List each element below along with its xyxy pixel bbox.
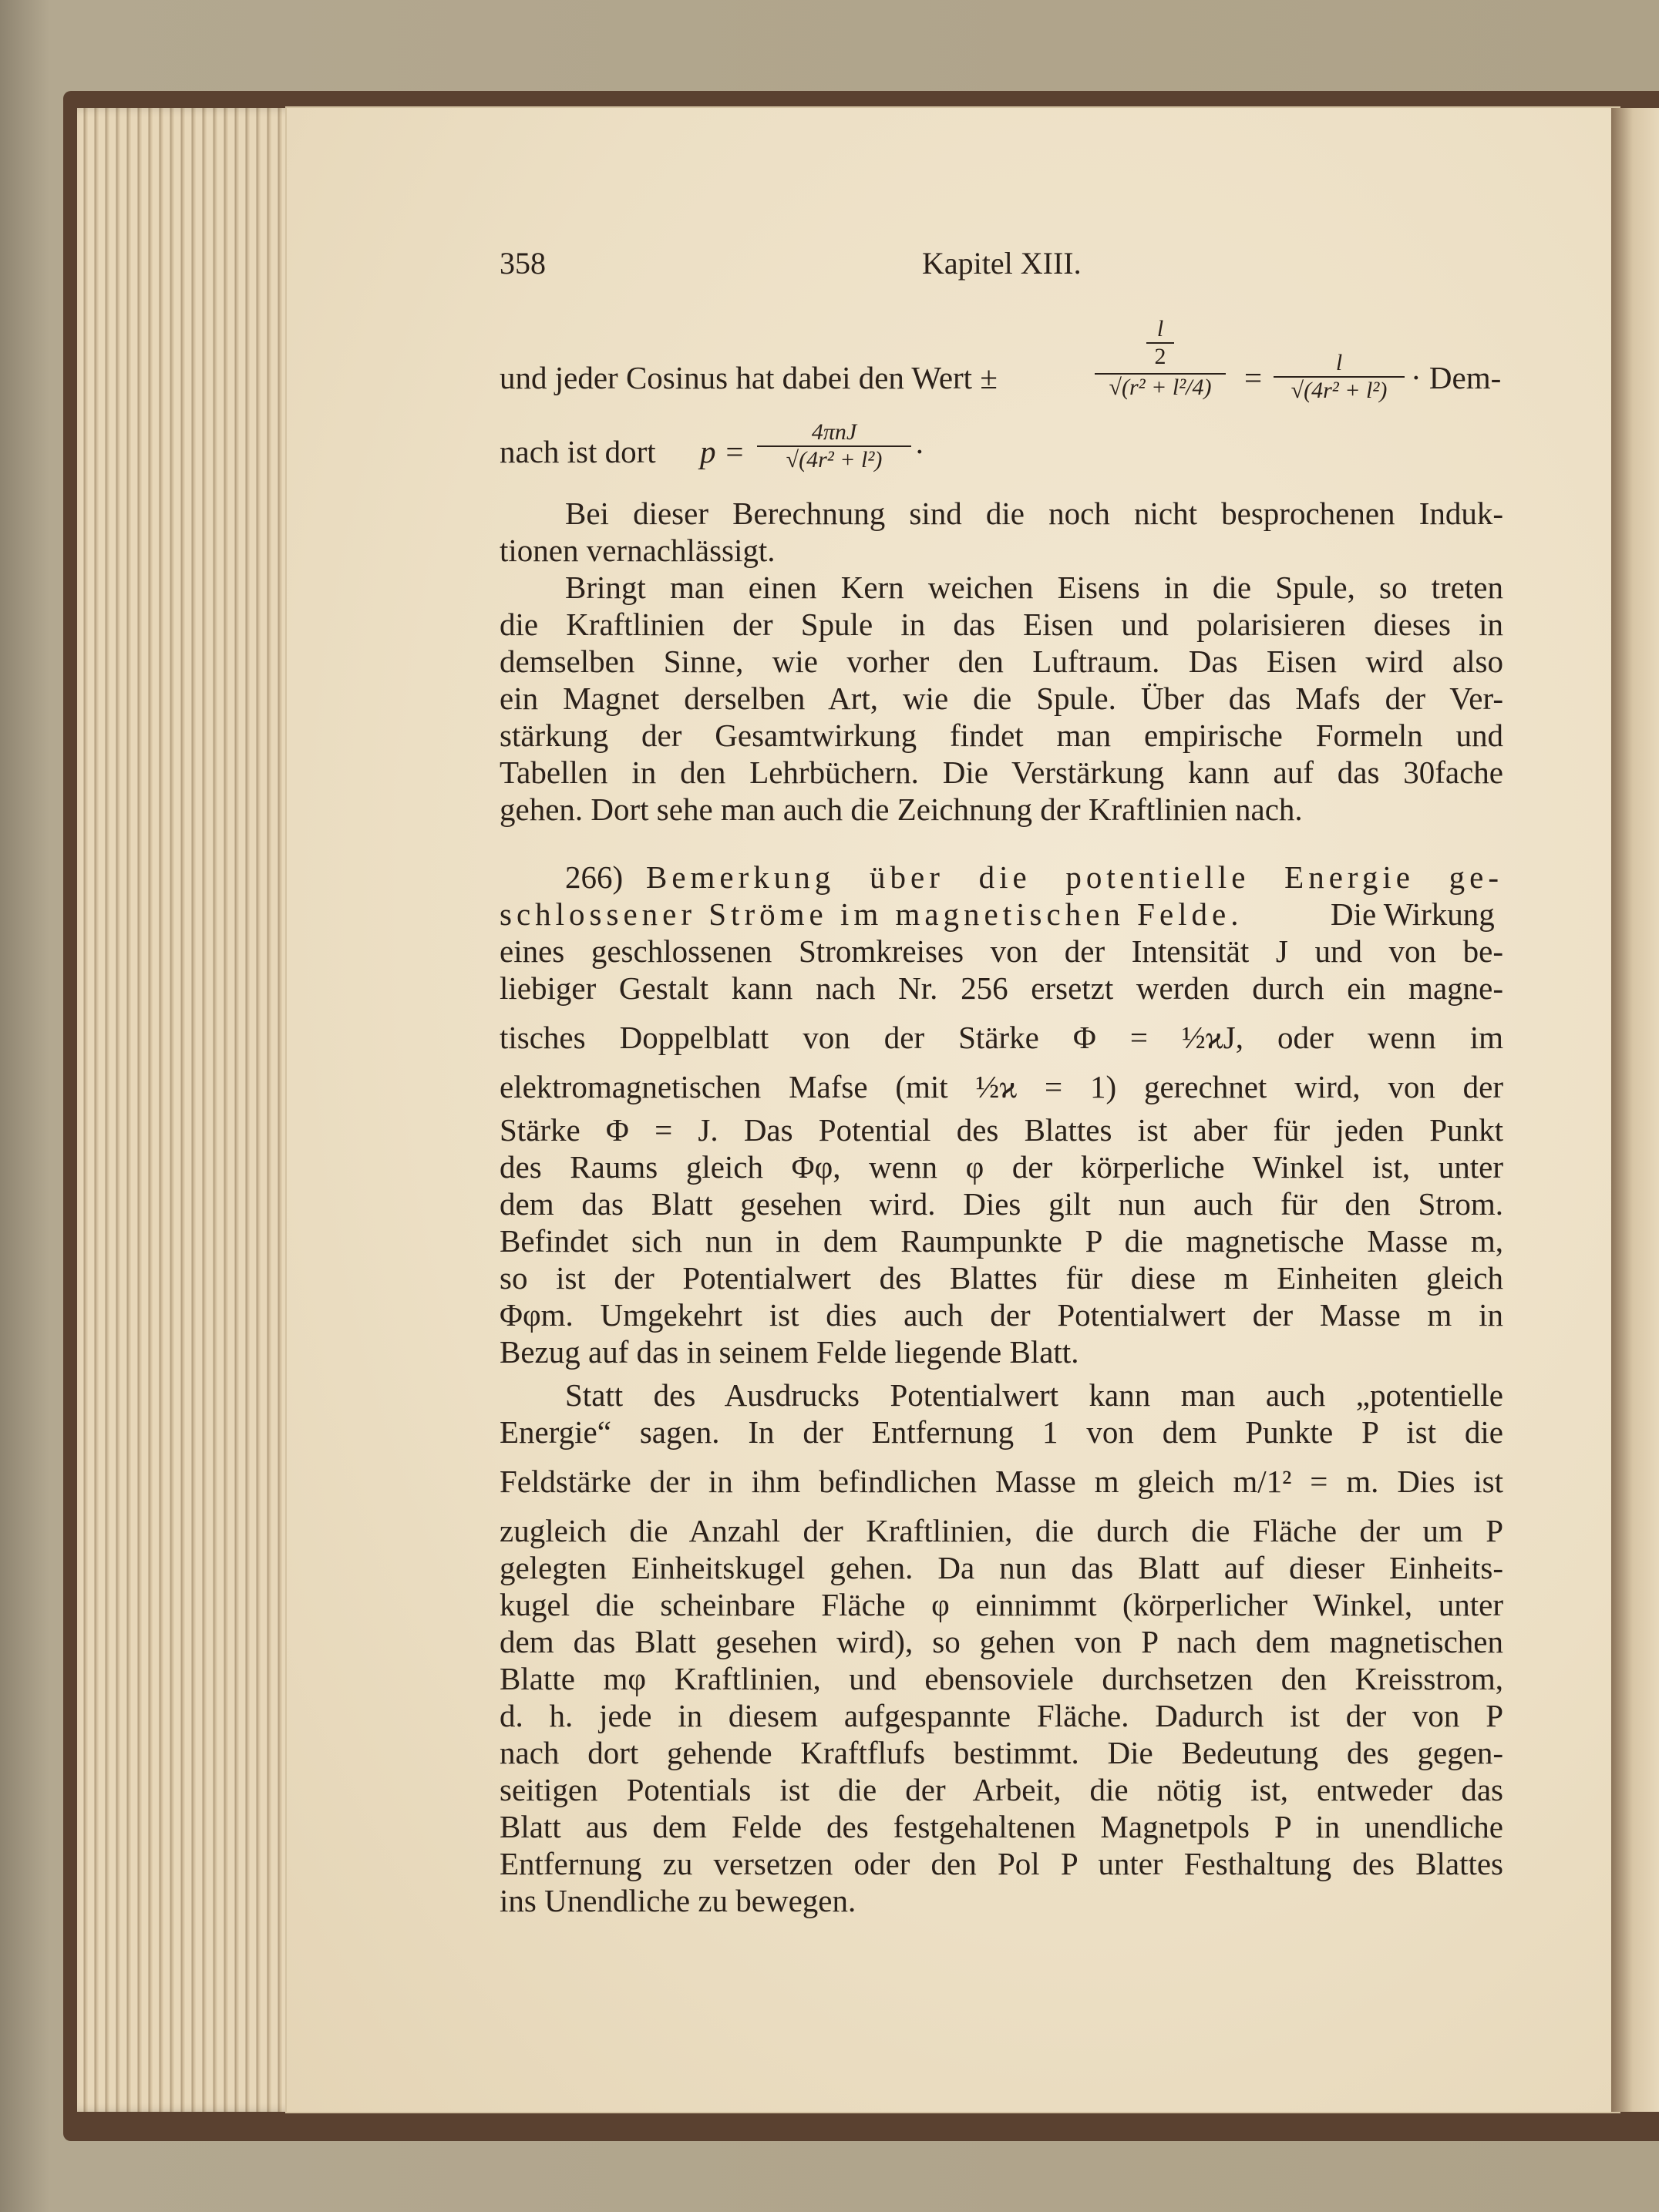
text-line: liebiger Gestalt kann nach Nr. 256 ersetzt werden durch ein magne- [500, 970, 1503, 1006]
text-line: die Kraftlinien der Spule in das Eisen und polarisieren dieses in [500, 607, 1503, 642]
section-title-1: Bemerkung über die potentielle Energie ge- [646, 859, 1503, 895]
text-line: dem das Blatt gesehen wird. Dies gilt nun auch für den Strom. [500, 1186, 1503, 1222]
text-line: Entfernung zu versetzen oder den Pol P unter Festhaltung des Blattes [500, 1846, 1503, 1881]
text-line: des Raums gleich Φφ, wenn φ der körperliche Winkel ist, unter [500, 1149, 1503, 1185]
formula-1-prefix: und jeder Cosinus hat dabei den Wert ± [500, 360, 998, 395]
text-line: demselben Sinne, wie vorher den Luftraum. Das Eisen wird also [500, 644, 1503, 679]
formula-2-fraction [757, 419, 911, 473]
text-line: Blatt aus dem Felde des festgehaltenen Magnetpols P in unendliche [500, 1809, 1503, 1844]
formula-2-suffix: · [914, 434, 925, 469]
text-line: stärkung der Gesamtwirkung findet man empirische Formeln und [500, 718, 1503, 753]
text-line: seitigen Potentials ist die der Arbeit, die nötig ist, entweder das [500, 1772, 1503, 1807]
section-title-2: schlossener Ströme im magnetischen Felde. [500, 896, 1243, 932]
text-line: so ist der Potentialwert des Blattes für diese m Einheiten gleich [500, 1260, 1503, 1296]
text-line: Stärke Φ = J. Das Potential des Blattes ist aber für jeden Punkt [500, 1112, 1503, 1148]
text-line: Bezug auf das in seinem Felde liegende Blatt. [500, 1334, 1079, 1370]
text-line: zugleich die Anzahl der Kraftlinien, die durch die Fläche der um P [500, 1513, 1503, 1548]
text-line: Bei dieser Berechnung sind die noch nicht besprochenen Induk- [565, 496, 1503, 531]
text-line: Bringt man einen Kern weichen Eisens in die Spule, so treten [565, 570, 1503, 605]
formula-1-lhs-fraction [1095, 316, 1226, 401]
formula-1-rhs-den: √(4r² + l²) [1291, 378, 1388, 403]
text-line: Feldstärke der in ihm befindlichen Masse m gleich m/1² = m. Dies ist [500, 1464, 1503, 1499]
running-head: Kapitel XIII. [922, 246, 1082, 281]
text-line: gehen. Dort sehe man auch die Zeichnung der Kraftlinien nach. [500, 792, 1303, 827]
formula-1-rhs-fraction [1274, 350, 1405, 404]
text-line: Statt des Ausdrucks Potentialwert kann man auch „potentielle [565, 1377, 1503, 1413]
formula-1-suffix: · Dem- [1411, 360, 1502, 395]
text-line: Tabellen in den Lehrbüchern. Die Verstärkung kann auf das 30fache [500, 755, 1503, 790]
text-line: Energie“ sagen. In der Entfernung 1 von dem Punkte P ist die [500, 1414, 1503, 1450]
formula-2-num: 4πnJ [757, 419, 911, 447]
text-line: Φφm. Umgekehrt ist dies auch der Potentialwert der Masse m in [500, 1297, 1503, 1333]
formula-2-lhs: p = [700, 434, 745, 469]
text-line: dem das Blatt gesehen wird), so gehen von P nach dem magnetischen [500, 1624, 1503, 1659]
text-line: Befindet sich nun in dem Raumpunkte P die magnetische Masse m, [500, 1223, 1503, 1259]
text-line: elektromagnetischen Mafse (mit ½ϰ = 1) gerechnet wird, von der [500, 1069, 1503, 1104]
text-line: nach dort gehende Kraftflufs bestimmt. Die Bedeutung des gegen- [500, 1735, 1503, 1770]
formula-1-den: √(r² + l²/4) [1095, 373, 1226, 401]
text-line: gelegten Einheitskugel gehen. Da nun das Blatt auf dieser Einheits- [500, 1550, 1503, 1585]
page-edges [77, 108, 301, 2112]
text-line: tisches Doppelblatt von der Stärke Φ = ½ϰJ, oder wenn im [500, 1020, 1503, 1055]
section-number: 266) [565, 859, 624, 895]
formula-1-rhs-num: l [1274, 350, 1405, 378]
section-line-2-rest: Die Wirkung [1331, 896, 1495, 932]
next-page-edge [1611, 108, 1659, 2112]
formula-2-den: √(4r² + l²) [786, 447, 883, 472]
formula-1-equals: = [1244, 360, 1263, 395]
text-line: ein Magnet derselben Art, wie die Spule. Über das Mafs der Ver- [500, 681, 1503, 716]
text-line: eines geschlossenen Stromkreises von der Intensität J und von be- [500, 933, 1503, 969]
formula-1-num-top: l [1156, 316, 1164, 341]
text-line: ins Unendliche zu bewegen. [500, 1883, 856, 1918]
text-line: Blatte mφ Kraftlinien, und ebensoviele durchsetzen den Kreisstrom, [500, 1661, 1503, 1696]
formula-1-num-bottom: 2 [1146, 342, 1174, 370]
formula-2-prefix: nach ist dort [500, 434, 656, 469]
text-line: tionen vernachlässigt. [500, 533, 776, 568]
page-number: 358 [500, 246, 546, 281]
text-line: d. h. jede in diesem aufgespannte Fläche. Dadurch ist der von P [500, 1698, 1503, 1733]
text-line: kugel die scheinbare Fläche φ einnimmt (körperlicher Winkel, unter [500, 1587, 1503, 1622]
